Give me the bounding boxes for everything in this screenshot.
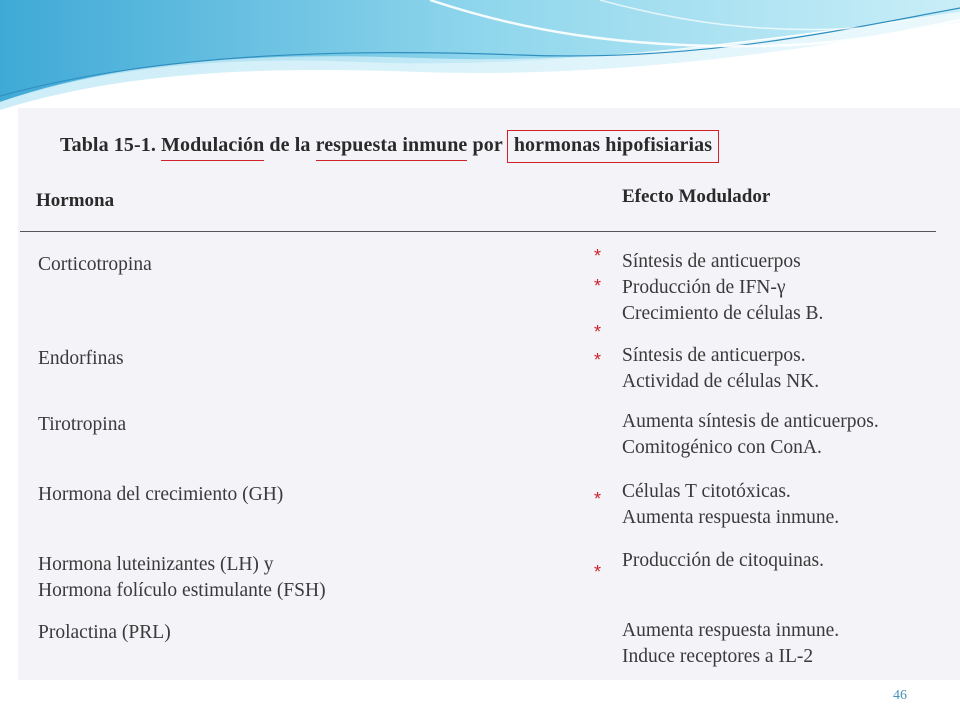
row-effects-lh-fsh: Producción de citoquinas.	[622, 550, 824, 571]
row-hormone-gh: Hormona del crecimiento (GH)	[38, 484, 284, 505]
header-swoosh-decoration	[0, 0, 960, 120]
row-effects-tirotropina: Aumenta síntesis de anticuerpos. Comitogénico con ConA.	[622, 411, 879, 458]
title-word-respuesta-inmune: respuesta inmune	[316, 134, 468, 161]
title-word-por: por	[472, 134, 503, 156]
header-divider	[20, 231, 936, 232]
column-header-effect: Efecto Modulador	[622, 186, 771, 207]
asterisk-marker: *	[594, 489, 602, 509]
title-highlight-box: hormonas hipofisiarias	[507, 130, 719, 163]
title-word-de-la: de la	[269, 134, 311, 156]
table-title	[60, 130, 719, 163]
title-word-modulacion: Modulación	[161, 134, 264, 161]
row-hormone-tirotropina: Tirotropina	[38, 414, 127, 435]
asterisk-marker: *	[594, 350, 602, 370]
row-hormone-endorfinas: Endorfinas	[38, 348, 124, 369]
row-effects-corticotropina: Síntesis de anticuerpos Producción de IFN-γ Crecimiento de células B.	[622, 251, 824, 324]
row-hormone-corticotropina: Corticotropina	[38, 254, 152, 275]
row-hormone-lh-fsh: Hormona luteinizantes (LH) y Hormona folículo estimulante (FSH)	[38, 554, 326, 601]
column-header-hormone: Hormona	[36, 190, 115, 211]
asterisk-marker: *	[594, 322, 602, 342]
asterisk-marker: *	[594, 246, 602, 266]
page-number: 46	[893, 688, 907, 703]
row-hormone-prolactina: Prolactina (PRL)	[38, 622, 171, 643]
row-effects-prolactina: Aumenta respuesta inmune. Induce receptores a IL-2	[622, 620, 840, 667]
title-prefix: Tabla 15-1.	[60, 134, 156, 156]
row-effects-gh: Células T citotóxicas. Aumenta respuesta inmune.	[622, 481, 840, 528]
row-effects-endorfinas: Síntesis de anticuerpos. Actividad de células NK.	[622, 345, 820, 392]
asterisk-marker: *	[594, 562, 602, 582]
asterisk-marker: *	[594, 276, 602, 296]
